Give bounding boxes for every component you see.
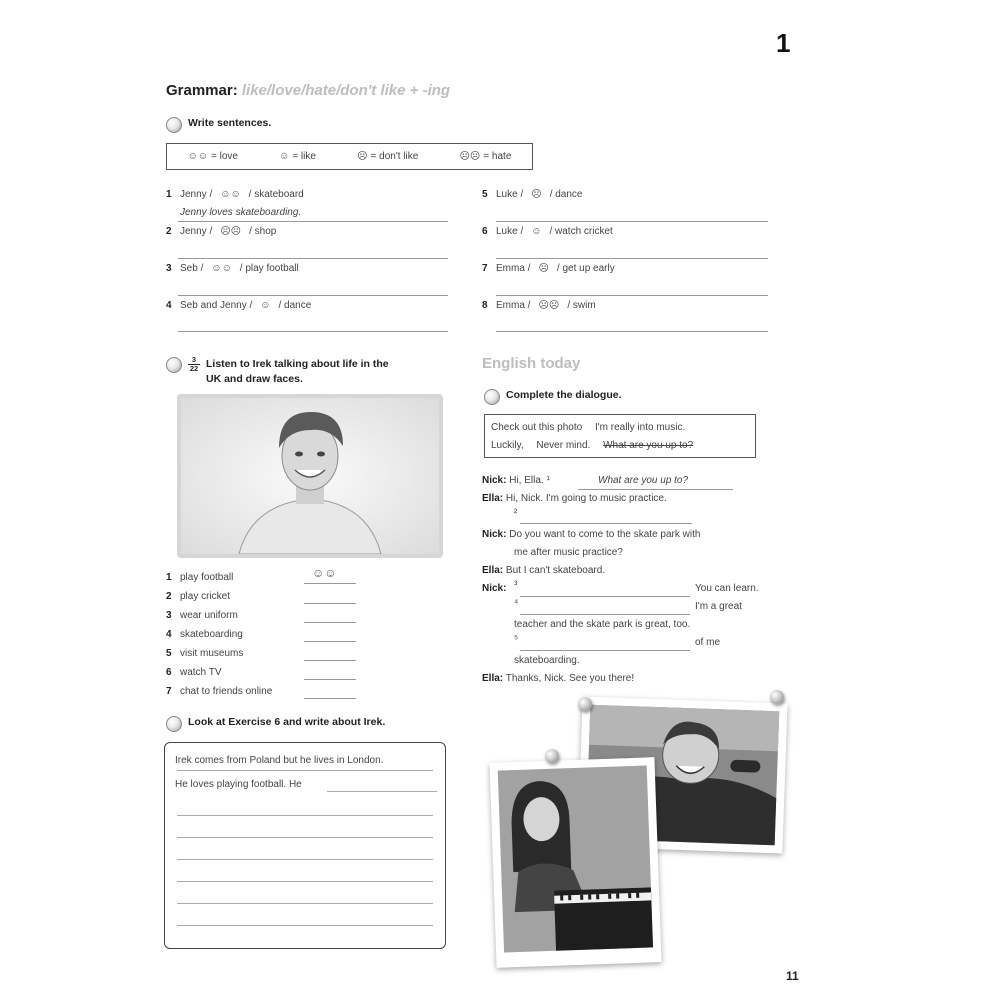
answer-line[interactable] bbox=[178, 220, 448, 222]
dialogue-text: Do you want to come to the skate park with bbox=[509, 529, 701, 540]
boy-portrait-image bbox=[181, 398, 439, 554]
answer-line[interactable] bbox=[496, 330, 768, 332]
phrase-item-used: What are you up to? bbox=[603, 440, 694, 451]
item-faces-icon: ☺ bbox=[260, 300, 271, 311]
dialogue-line bbox=[482, 493, 667, 504]
english-today-instruction: Complete the dialogue. bbox=[506, 389, 622, 401]
legend-label: = love bbox=[210, 151, 238, 162]
item-text: chat to friends online bbox=[180, 686, 273, 697]
unit-number: 1 bbox=[776, 28, 791, 58]
dialogue-text: I'm a great bbox=[695, 601, 742, 612]
irek-photo bbox=[177, 394, 443, 558]
gap-number: ⁴ bbox=[514, 598, 519, 609]
item-subject: Jenny / bbox=[180, 189, 213, 200]
ex6-example-faces-icon: ☺☺ bbox=[312, 566, 337, 580]
grammar-subtitle: like/love/hate/don't like + -ing bbox=[241, 82, 451, 99]
legend-love bbox=[188, 151, 238, 162]
dialogue-text: Hi, Ella. bbox=[509, 475, 544, 486]
ex6-item-6 bbox=[166, 663, 222, 682]
item-text: visit museums bbox=[180, 648, 244, 659]
gap-number: ² bbox=[514, 508, 518, 519]
dialogue-text: You can learn. bbox=[695, 583, 759, 594]
item-faces-icon: ☺☺ bbox=[211, 263, 232, 274]
gap-number: ³ bbox=[514, 580, 518, 591]
dialogue-line bbox=[482, 529, 700, 540]
dialogue-example-answer: What are you up to? bbox=[598, 475, 689, 486]
writing-line[interactable] bbox=[177, 903, 433, 904]
ex6-item-7 bbox=[166, 682, 272, 701]
exercise-6-heading bbox=[166, 357, 389, 387]
item-faces-icon: ☹☹ bbox=[538, 300, 560, 311]
answer-line[interactable] bbox=[178, 257, 448, 259]
phrase-item: Never mind. bbox=[536, 440, 591, 451]
exercise-badge-icon bbox=[484, 389, 500, 405]
item-number: 5 bbox=[482, 189, 488, 200]
writing-line[interactable] bbox=[177, 770, 433, 771]
exercise-7-heading bbox=[166, 716, 385, 732]
item-prompt: / watch cricket bbox=[549, 226, 613, 237]
pushpin-icon bbox=[770, 690, 784, 704]
dialogue-text: Thanks, Nick. See you there! bbox=[505, 673, 635, 684]
ex6-item-2 bbox=[166, 587, 230, 606]
ex6-item-1 bbox=[166, 568, 233, 587]
ex6-item-4 bbox=[166, 625, 243, 644]
item-number: 7 bbox=[482, 263, 488, 274]
answer-line[interactable] bbox=[496, 220, 768, 222]
item-number: 3 bbox=[166, 610, 172, 621]
ex4-item-6 bbox=[482, 226, 613, 237]
item-number: 1 bbox=[166, 189, 172, 200]
item-faces-icon: ☹ bbox=[538, 263, 549, 274]
writing-line[interactable] bbox=[177, 815, 433, 816]
dialogue-text: skateboarding. bbox=[514, 655, 580, 666]
item-text: watch TV bbox=[180, 667, 222, 678]
ex6-item-5 bbox=[166, 644, 243, 663]
item-number: 2 bbox=[166, 591, 172, 602]
item-number: 1 bbox=[166, 572, 172, 583]
track-number: 22 bbox=[189, 364, 199, 373]
pushpin-icon bbox=[545, 749, 559, 763]
item-number: 6 bbox=[166, 667, 172, 678]
english-today-title: English today bbox=[482, 355, 581, 372]
writing-line[interactable] bbox=[177, 925, 433, 926]
legend-dont-like bbox=[357, 151, 418, 162]
item-prompt: / swim bbox=[567, 300, 596, 311]
faces-legend bbox=[166, 143, 533, 170]
grammar-heading bbox=[166, 82, 450, 99]
legend-hate bbox=[459, 151, 511, 162]
legend-faces-like-icon: ☺ bbox=[279, 151, 290, 162]
answer-line[interactable] bbox=[520, 649, 690, 651]
answer-line[interactable] bbox=[304, 678, 356, 680]
item-faces-icon: ☺ bbox=[531, 226, 542, 237]
item-subject: Emma / bbox=[496, 263, 531, 274]
answer-line[interactable] bbox=[304, 602, 356, 604]
speaker: Ella: bbox=[482, 673, 504, 684]
answer-line[interactable] bbox=[178, 294, 448, 296]
legend-faces-hate-icon: ☹☹ bbox=[459, 151, 481, 162]
item-text: skateboarding bbox=[180, 629, 243, 640]
audio-track-icon bbox=[188, 356, 200, 373]
writing-box[interactable] bbox=[164, 742, 446, 949]
exercise-badge-icon bbox=[166, 716, 182, 732]
answer-line[interactable] bbox=[304, 621, 356, 623]
speaker: Ella: bbox=[482, 565, 504, 576]
ex4-item-3 bbox=[166, 263, 299, 274]
pushpin-icon bbox=[578, 697, 592, 711]
grammar-title: Grammar: bbox=[166, 82, 238, 99]
answer-line[interactable] bbox=[496, 257, 768, 259]
legend-label: = hate bbox=[483, 151, 512, 162]
track-cd: 3 bbox=[191, 355, 197, 364]
girl-piano-photo bbox=[489, 757, 661, 968]
item-prompt: / dance bbox=[278, 300, 312, 311]
answer-line[interactable] bbox=[520, 613, 690, 615]
item-subject: Emma / bbox=[496, 300, 531, 311]
item-subject: Luke / bbox=[496, 226, 524, 237]
item-number: 5 bbox=[166, 648, 172, 659]
legend-faces-love-icon: ☺☺ bbox=[187, 151, 208, 162]
item-faces-icon: ☺☺ bbox=[220, 189, 241, 200]
gap-number: ⁵ bbox=[514, 634, 519, 645]
answer-line[interactable] bbox=[496, 294, 768, 296]
answer-line[interactable] bbox=[578, 488, 733, 490]
item-number: 4 bbox=[166, 300, 172, 311]
ex4-item-4 bbox=[166, 300, 311, 311]
dialogue-text: me after music practice? bbox=[514, 547, 623, 558]
speaker: Nick: bbox=[482, 583, 507, 594]
ex4-item-8 bbox=[482, 300, 596, 311]
writing-line[interactable] bbox=[177, 881, 433, 882]
ex4-item-1 bbox=[166, 189, 304, 200]
speaker: Ella: bbox=[482, 493, 504, 504]
ex6-item-3 bbox=[166, 606, 238, 625]
ex4-item-7 bbox=[482, 263, 615, 274]
item-prompt: / skateboard bbox=[248, 189, 304, 200]
item-number: 3 bbox=[166, 263, 172, 274]
item-subject: Jenny / bbox=[180, 226, 213, 237]
exercise-badge-icon bbox=[166, 357, 182, 373]
item-prompt: / shop bbox=[249, 226, 277, 237]
exercise-4-instruction: Write sentences. bbox=[188, 117, 272, 129]
writing-line[interactable] bbox=[327, 791, 437, 792]
answer-line[interactable] bbox=[520, 522, 692, 524]
legend-like bbox=[279, 151, 316, 162]
dialogue-line bbox=[482, 673, 634, 684]
writing-line-1: Irek comes from Poland but he lives in London. bbox=[175, 755, 384, 766]
item-prompt: / dance bbox=[549, 189, 583, 200]
dialogue-line bbox=[482, 475, 550, 486]
english-today-heading bbox=[484, 389, 622, 405]
answer-line[interactable] bbox=[304, 659, 356, 661]
speaker: Nick: bbox=[482, 475, 507, 486]
exercise-4-heading bbox=[166, 117, 271, 133]
exercise-6-instruction bbox=[206, 357, 389, 387]
item-text: play football bbox=[180, 572, 234, 583]
phrase-item: Check out this photo bbox=[491, 422, 583, 433]
legend-label: = don't like bbox=[370, 151, 419, 162]
page-number: 11 bbox=[786, 969, 799, 983]
gap-number: ¹ bbox=[546, 475, 550, 486]
item-subject: Seb and Jenny / bbox=[180, 300, 253, 311]
ex4-item-2 bbox=[166, 226, 276, 237]
answer-line[interactable] bbox=[178, 330, 448, 332]
item-prompt: / get up early bbox=[556, 263, 615, 274]
answer-line[interactable] bbox=[304, 640, 356, 642]
girl-playing-piano-image bbox=[489, 757, 661, 968]
instruction-line: UK and draw faces. bbox=[206, 373, 303, 385]
item-text: play cricket bbox=[180, 591, 231, 602]
writing-line-2: He loves playing football. He bbox=[175, 779, 302, 790]
item-faces-icon: ☹☹ bbox=[220, 226, 242, 237]
phrase-item: Luckily, bbox=[491, 440, 524, 451]
dialogue-text: of me bbox=[695, 637, 721, 648]
writing-line[interactable] bbox=[177, 837, 433, 838]
answer-line[interactable] bbox=[304, 582, 356, 584]
phrase-box bbox=[484, 414, 756, 458]
item-prompt: / play football bbox=[239, 263, 299, 274]
dialogue-text: teacher and the skate park is great, too. bbox=[514, 619, 691, 630]
legend-faces-dont-like-icon: ☹ bbox=[357, 151, 368, 162]
exercise-badge-icon bbox=[166, 117, 182, 133]
dialogue-text: But I can't skateboard. bbox=[505, 565, 606, 576]
item-number: 7 bbox=[166, 686, 172, 697]
item-subject: Seb / bbox=[180, 263, 204, 274]
answer-line[interactable] bbox=[304, 697, 356, 699]
ex4-item-5 bbox=[482, 189, 583, 200]
dialogue-line bbox=[482, 583, 506, 594]
writing-line[interactable] bbox=[177, 859, 433, 860]
item-number: 6 bbox=[482, 226, 488, 237]
dialogue-text: Hi, Nick. I'm going to music practice. bbox=[505, 493, 667, 504]
answer-line[interactable] bbox=[520, 595, 690, 597]
exercise-7-instruction: Look at Exercise 6 and write about Irek. bbox=[188, 716, 386, 728]
item-number: 4 bbox=[166, 629, 172, 640]
phrase-item: I'm really into music. bbox=[594, 422, 686, 433]
legend-label: = like bbox=[292, 151, 316, 162]
instruction-line: Listen to Irek talking about life in the bbox=[206, 358, 389, 370]
item-faces-icon: ☹ bbox=[531, 189, 542, 200]
item-text: wear uniform bbox=[180, 610, 238, 621]
ex4-example-answer: Jenny loves skateboarding. bbox=[180, 207, 302, 218]
item-number: 8 bbox=[482, 300, 488, 311]
speaker: Nick: bbox=[482, 529, 507, 540]
item-number: 2 bbox=[166, 226, 172, 237]
dialogue-line bbox=[482, 565, 605, 576]
item-subject: Luke / bbox=[496, 189, 524, 200]
